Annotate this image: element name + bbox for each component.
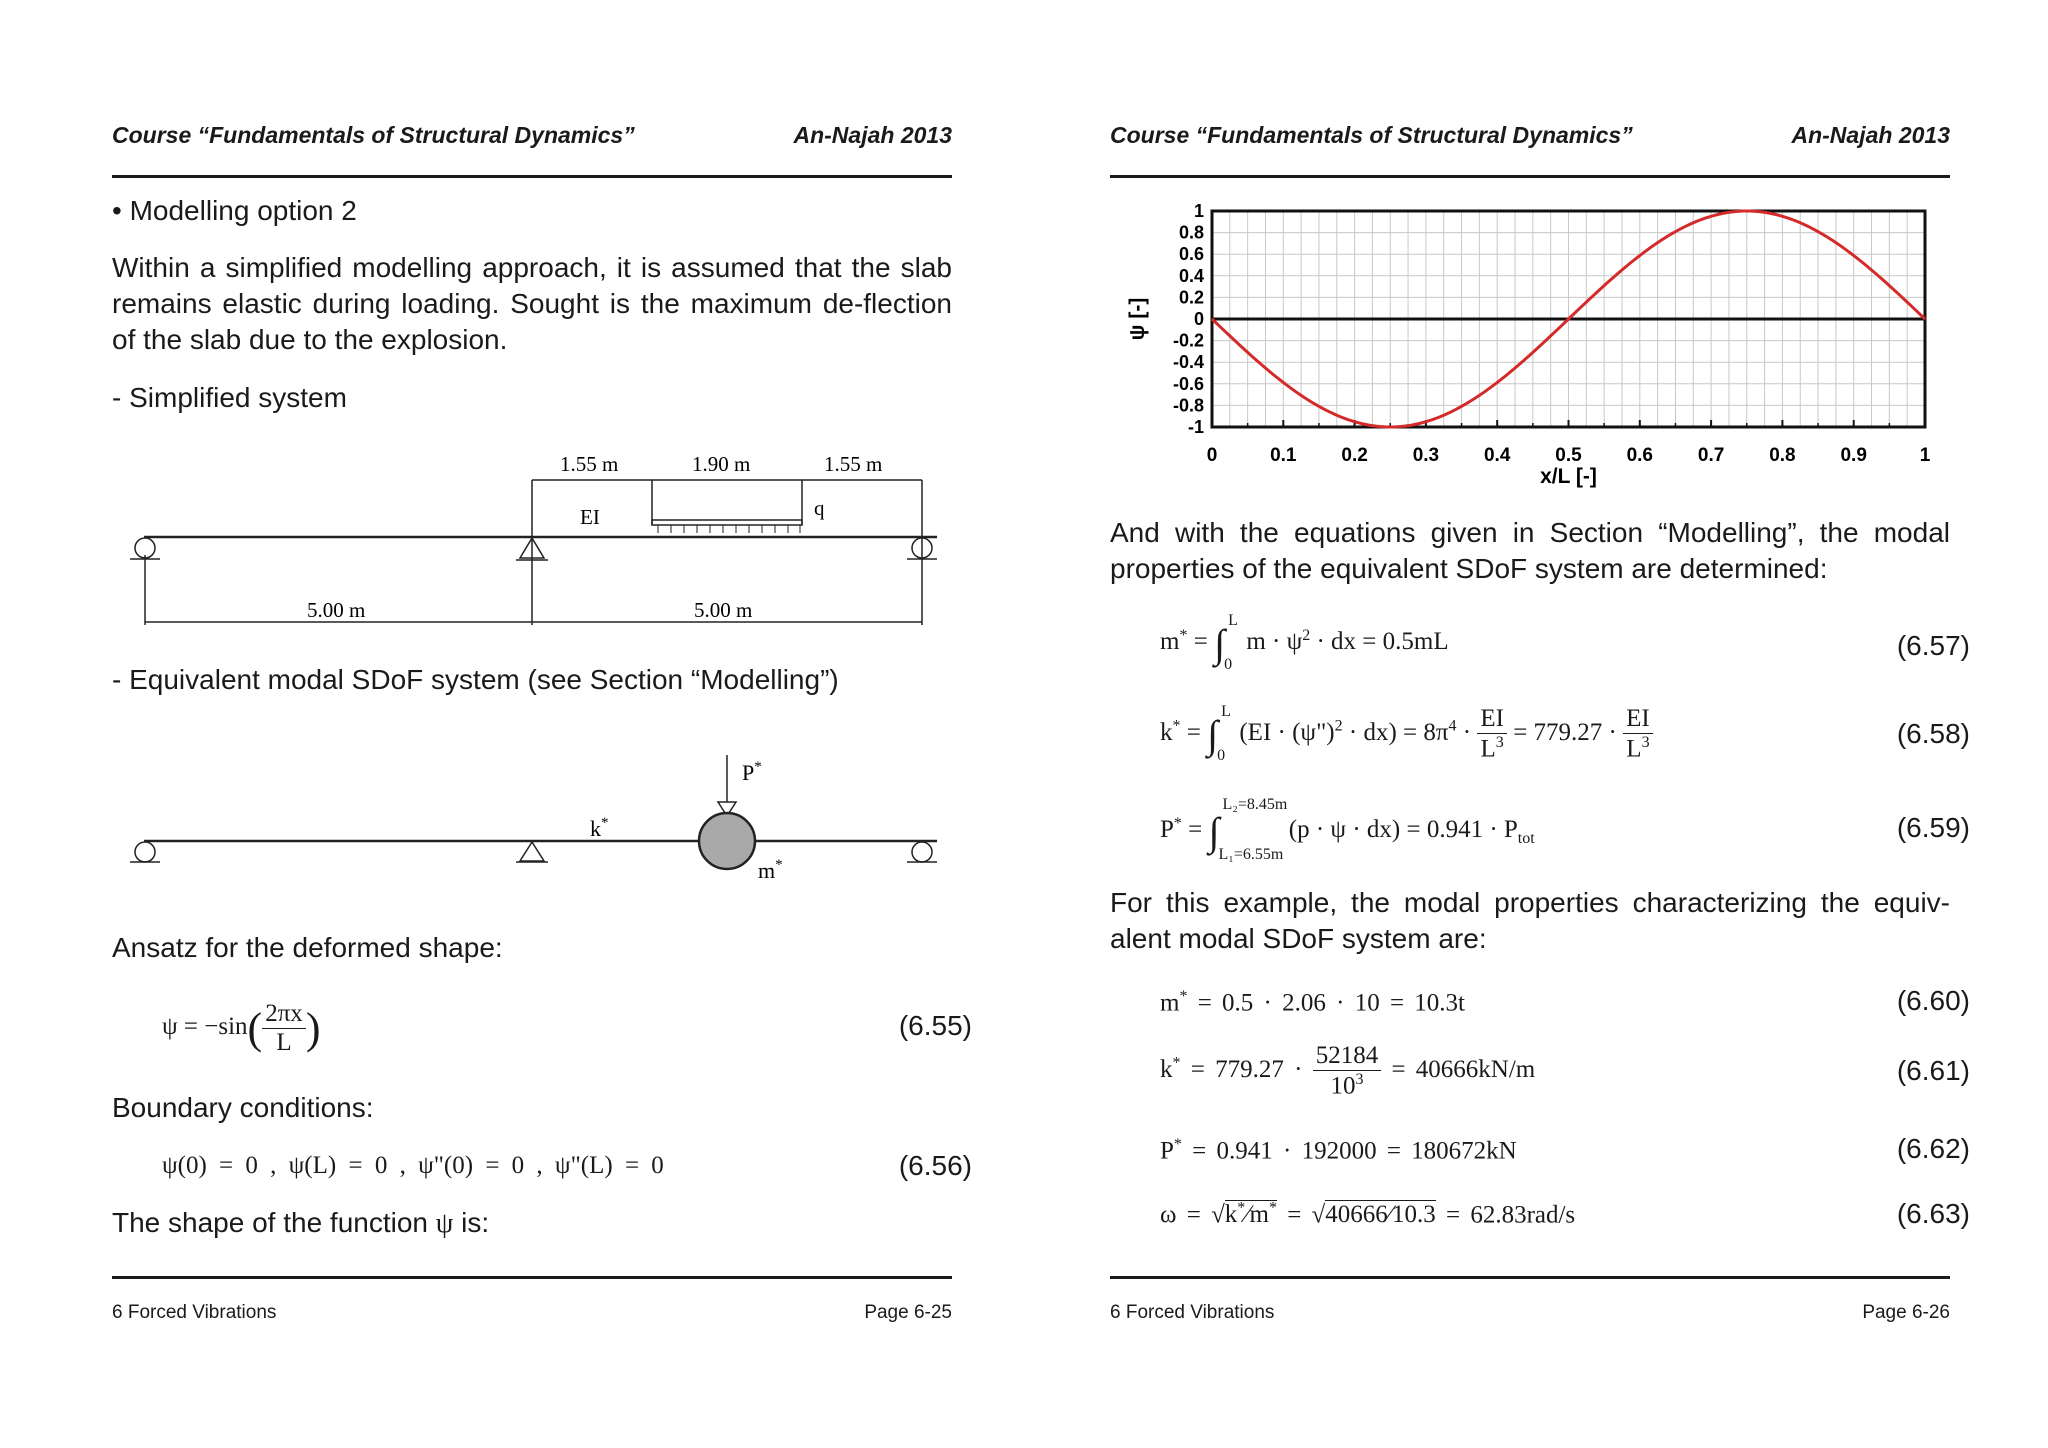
data-point — [1283, 382, 1284, 383]
svg-text:m* — [758, 857, 783, 883]
eq655-number: (6.55) — [898, 1010, 972, 1041]
x-tick-label: 0.9 — [1840, 445, 1867, 466]
modal-mass — [699, 813, 755, 869]
course-title: Course “Fundamentals of Structural Dynamics” — [1110, 122, 1633, 148]
x-tick-label: 0.8 — [1769, 445, 1796, 466]
dim-a-label: 1.55 m — [560, 452, 619, 476]
intro-paragraph: Within a simplified modelling approach, it is assumed that the slab remains elastic during loading. Sought is the maximum de-flection of the slab due to the explosion. — [112, 252, 952, 355]
eq659-number: (6.59) — [1896, 812, 1970, 843]
k-star-sup: * — [601, 815, 609, 831]
example-paragraph: For this example, the modal properties characterizing the equiv-alent modal SDoF system are: — [1110, 887, 1950, 954]
y-tick-label: 0.2 — [1178, 287, 1204, 308]
data-point — [1746, 211, 1747, 212]
data-point — [1461, 406, 1462, 407]
x-tick-label: 0.3 — [1412, 445, 1440, 466]
eq656-number: (6.56) — [898, 1150, 972, 1181]
x-tick-label: 1 — [1919, 445, 1931, 466]
eq658-number: (6.58) — [1896, 718, 1970, 749]
y-tick-label: 0.6 — [1178, 244, 1204, 265]
data-point — [1889, 285, 1890, 286]
equation-6-59: P* = ∫ L₂=8.45m L₁=6.55m $(p \cdot \psi \cdot dx) = 0.941 \cdot P_{tot}$ — [1160, 796, 1535, 863]
y-tick-label: 0 — [1193, 309, 1204, 329]
data-point — [1782, 216, 1783, 217]
left-page — [112, 0, 972, 1448]
x-tick-label: 0 — [1206, 445, 1218, 466]
x-axis-label: x/L [-] — [1540, 465, 1597, 488]
right-page — [1110, 0, 1970, 1448]
modal-intro-paragraph: And with the equations given in Section “Modelling”, the modal properties of the equivalent SDoF system are determined: — [1110, 517, 1950, 584]
data-point — [1604, 285, 1605, 286]
header-rule — [1110, 175, 1950, 178]
shape-text-a: The shape of the function — [112, 1207, 428, 1238]
course-title: Course “Fundamentals of Structural Dynamics” — [112, 122, 635, 148]
dim-b-label: 1.90 m — [692, 452, 751, 476]
y-tick-label: -0.8 — [1172, 395, 1204, 416]
dim-c-label: 1.55 m — [824, 452, 883, 476]
eq655-den: L — [276, 1029, 292, 1056]
y-tick-label: 0.8 — [1178, 222, 1204, 243]
shape-sentence — [112, 1205, 489, 1242]
data-point — [1675, 231, 1676, 232]
eq657-number: (6.57) — [1896, 630, 1970, 661]
p-star-label: P — [742, 760, 755, 785]
equation-6-61: k* = 779.27 · $\frac{52184}{10^3}$ = 40666kN/m — [1160, 1042, 1536, 1100]
header-org: An-Najah 2013 — [793, 122, 952, 148]
bullet-heading: • Modelling option 2 — [112, 195, 357, 226]
eq655-num: 2πx — [262, 1000, 306, 1029]
data-point — [1711, 216, 1712, 217]
data-point — [1532, 352, 1533, 353]
y-tick-label: -0.6 — [1172, 373, 1204, 394]
data-point — [1425, 421, 1426, 422]
ansatz-heading: Ansatz for the deformed shape: — [112, 932, 503, 963]
x-tick-label: 0.2 — [1341, 445, 1368, 466]
equation-6-56: ψ(0) = 0 , ψ(L) = 0 , ψ"(0) = 0 , ψ"(L) = 0 — [162, 1152, 664, 1179]
simplified-beam-diagram — [112, 445, 952, 635]
page-header — [112, 122, 952, 149]
y-tick-label: 1 — [1193, 201, 1204, 221]
data-point — [1318, 406, 1319, 407]
svg-text:k* — [590, 815, 609, 841]
footer-page: Page 6-25 — [864, 1302, 952, 1323]
span1-label: 5.00 m — [307, 598, 366, 622]
y-tick-label: -0.4 — [1172, 352, 1204, 373]
eq661-number: (6.61) — [1896, 1055, 1970, 1086]
eq663-number: (6.63) — [1896, 1198, 1970, 1229]
data-point — [1925, 319, 1926, 320]
data-point — [1853, 255, 1854, 256]
header-org: An-Najah 2013 — [1791, 122, 1950, 148]
mode-shape-chart — [1110, 195, 1950, 505]
equation-6-58: k* = ∫ L 0 (EI · (ψ")$^2$ · $dx) = 8\pi^4$ · $\frac{EI}{L^3}$ = 779.27 · $\frac{EI}{L^3}$ — [1160, 705, 1653, 763]
sdof-heading: - Equivalent modal SDoF system (see Section “Modelling”) — [112, 664, 839, 695]
data-point — [1354, 421, 1355, 422]
eq660-number: (6.60) — [1896, 985, 1970, 1016]
shape-psi: ψ — [435, 1208, 454, 1239]
data-point — [1247, 352, 1248, 353]
m-star-label: m — [758, 858, 776, 883]
eq662-number: (6.62) — [1896, 1133, 1970, 1164]
equation-6-60: m* = 0.5 · 2.06 · 10 = 10.3t — [1160, 988, 1465, 1017]
data-point — [1568, 319, 1569, 320]
x-tick-label: 0.5 — [1555, 445, 1582, 466]
x-tick-label: 0.7 — [1697, 445, 1725, 466]
sdof-system-diagram — [112, 740, 952, 890]
equation-6-63: ω = √k*⁄m* = √40666⁄10.3 = 62.83rad/s — [1160, 1200, 1576, 1229]
y-tick-label: 0.4 — [1178, 265, 1204, 286]
x-tick-label: 0.4 — [1483, 445, 1511, 466]
x-tick-label: 0.6 — [1626, 445, 1654, 466]
shape-text-b: is: — [461, 1207, 490, 1238]
simplified-heading: - Simplified system — [112, 382, 347, 413]
q-label: q — [814, 496, 825, 520]
page-header — [1110, 122, 1950, 149]
ei-label: EI — [580, 505, 600, 529]
footer-page: Page 6-26 — [1862, 1302, 1950, 1323]
y-tick-label: -0.2 — [1172, 330, 1204, 351]
data-point — [1639, 255, 1640, 256]
y-axis-label: ψ [-] — [1126, 297, 1149, 341]
data-point — [1497, 382, 1498, 383]
y-tick-label: -1 — [1187, 417, 1204, 437]
equation-6-57: m* = ∫ L 0 $m \cdot \psi^2$ · dx = 0.5mL — [1160, 612, 1449, 673]
k-star-label: k — [590, 816, 601, 841]
data-point — [1390, 427, 1391, 428]
m-star-sup: * — [775, 857, 783, 873]
data-point — [1818, 231, 1819, 232]
equation-6-62: P* = 0.941 · 192000 = 180672kN — [1160, 1136, 1517, 1165]
header-rule — [112, 175, 952, 178]
equation-6-55: ψ = −sin( $\frac{2\pi x}{L}$ ) — [162, 1000, 321, 1056]
footer-rule — [112, 1276, 952, 1279]
footer-rule — [1110, 1276, 1950, 1279]
data-point — [1212, 319, 1213, 320]
svg-text:P* — [742, 759, 762, 785]
footer-chapter: 6 Forced Vibrations — [1110, 1302, 1275, 1323]
page-footer — [112, 1302, 952, 1324]
page-footer — [1110, 1302, 1950, 1324]
footer-chapter: 6 Forced Vibrations — [112, 1302, 277, 1323]
bc-heading: Boundary conditions: — [112, 1092, 374, 1123]
p-star-sup: * — [754, 759, 762, 775]
span2-label: 5.00 m — [694, 598, 753, 622]
x-tick-label: 0.1 — [1270, 445, 1297, 466]
eq655-lhs: ψ = −sin — [162, 1013, 248, 1041]
